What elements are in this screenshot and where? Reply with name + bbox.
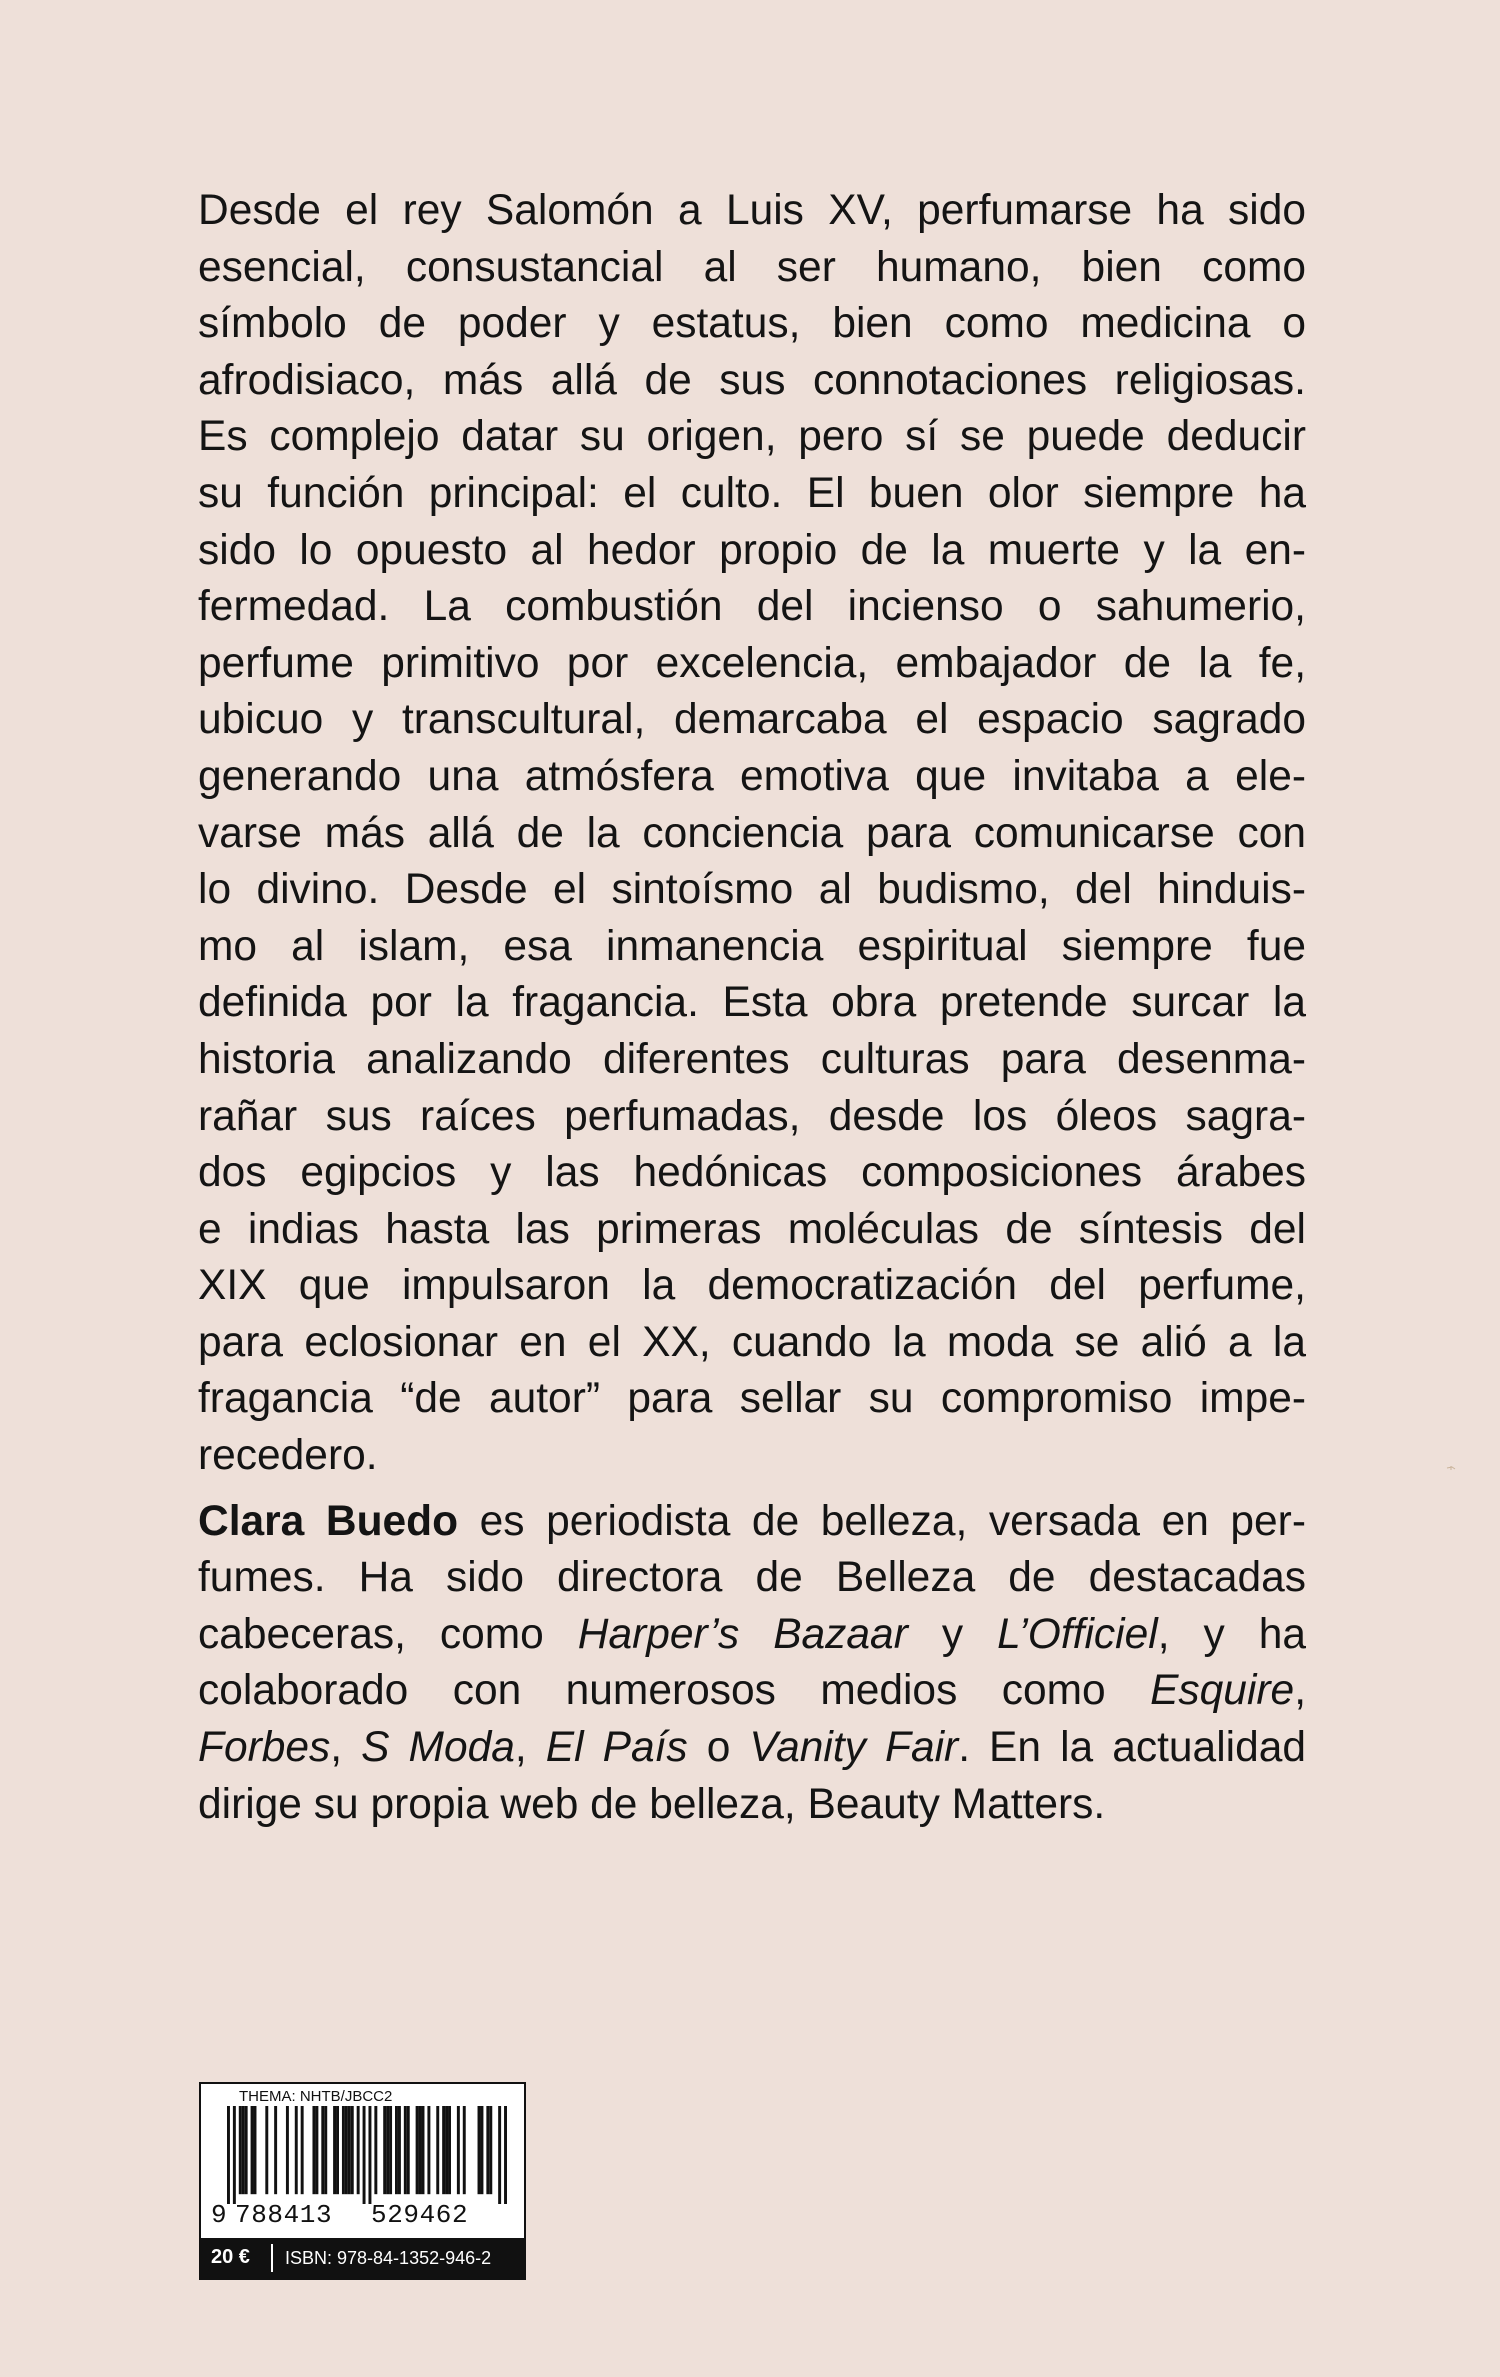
barcode-bar <box>363 2106 366 2204</box>
description-line: rañar sus raíces perfumadas, desde los óleos sagra- <box>198 1092 1306 1140</box>
bio-line <box>198 1663 1306 1720</box>
barcode-bar <box>357 2106 360 2194</box>
description-line: Es complejo datar su origen, pero sí se puede deducir <box>198 413 1306 461</box>
author-bio <box>198 1494 1306 1834</box>
barcode-bar <box>486 2106 489 2194</box>
bio-text: , <box>330 1724 362 1772</box>
description-line: varse más allá de la conciencia para comunicarse con <box>198 809 1306 857</box>
description-line: definida por la fragancia. Esta obra pretende surcar la <box>198 979 1306 1027</box>
magazine-title: S Moda <box>361 1724 515 1772</box>
bio-line: fumes. Ha sido directora de Belleza de destacadas <box>198 1554 1306 1602</box>
barcode-bar <box>301 2106 304 2194</box>
barcode-bar <box>404 2106 407 2194</box>
price-isbn-bar <box>201 2238 524 2278</box>
barcode-bar <box>315 2106 318 2194</box>
barcode-bar <box>227 2106 230 2204</box>
barcode-digit-first: 9 <box>211 2200 227 2230</box>
barcode-bar <box>233 2106 236 2204</box>
barcode-bar <box>295 2106 298 2194</box>
description-line: Desde el rey Salomón a Luis XV, perfumarse ha sido <box>198 187 1306 234</box>
barcode-bar <box>368 2106 371 2204</box>
barcode-bar <box>504 2106 507 2204</box>
bio-text: , y ha <box>1157 1610 1306 1658</box>
description-line: afrodisiaco, más allá de sus connotaciones religiosas. <box>198 356 1306 404</box>
bio-text: cabeceras, como <box>198 1610 578 1658</box>
barcode-bar <box>416 2106 419 2194</box>
description-line: ubicuo y transcultural, demarcaba el espacio sagrado <box>198 696 1306 744</box>
description-line: e indias hasta las primeras moléculas de síntesis del <box>198 1205 1306 1253</box>
magazine-title: Forbes <box>198 1724 331 1772</box>
description-line: para eclosionar en el XX, cuando la moda se alió a la <box>198 1318 1306 1366</box>
bio-line <box>198 1720 1306 1777</box>
description-paragraph <box>198 183 1306 1485</box>
barcode-bar <box>436 2106 439 2194</box>
bio-text: y <box>907 1610 998 1658</box>
magazine-title: Vanity Fair <box>749 1724 959 1772</box>
barcode-bar <box>348 2106 351 2194</box>
thema-code: THEMA: NHTB/JBCC2 <box>239 2088 393 2105</box>
barcode-bar <box>251 2106 254 2194</box>
bio-text: , <box>514 1724 546 1772</box>
barcode-bar <box>336 2106 339 2194</box>
barcode-bar <box>321 2106 324 2194</box>
description-line: esencial, consustancial al ser humano, bien como <box>198 243 1306 291</box>
barcode-bar <box>383 2106 386 2194</box>
barcode-bar <box>498 2106 501 2204</box>
price: 20 € <box>211 2246 250 2268</box>
description-line: símbolo de poder y estatus, bien como medicina o <box>198 300 1306 348</box>
barcode-bar <box>333 2106 336 2194</box>
barcode-bar <box>342 2106 345 2194</box>
barcode-bar <box>445 2106 448 2194</box>
back-cover-text <box>198 183 1306 1833</box>
magazine-title: Harper’s Bazaar <box>577 1610 908 1658</box>
barcode-digits <box>207 2200 517 2230</box>
barcode-bar <box>395 2106 398 2194</box>
barcode-bar <box>386 2106 389 2194</box>
barcode-bar <box>345 2106 348 2194</box>
barcode-bar <box>489 2106 492 2194</box>
barcode-bar <box>239 2106 242 2194</box>
bio-text: o <box>687 1724 750 1772</box>
bio-text: es periodista de belleza, versada en per- <box>458 1497 1306 1545</box>
barcode-bar <box>254 2106 257 2194</box>
bio-text: colaborado con numerosos medios como <box>198 1667 1151 1715</box>
description-line: su función principal: el culto. El buen olor siempre ha <box>198 469 1306 517</box>
description-line: fermedad. La combustión del incienso o sahumerio, <box>198 583 1306 631</box>
barcode-digits-left: 788413 <box>235 2200 333 2230</box>
barcode-label <box>199 2082 526 2280</box>
paper-speck <box>1446 1464 1456 1472</box>
description-line: recedero. <box>198 1432 378 1480</box>
barcode-bar <box>265 2106 268 2194</box>
barcode-bars <box>227 2106 507 2204</box>
magazine-title: El País <box>545 1724 688 1772</box>
bio-text: . En la actualidad <box>958 1724 1306 1772</box>
description-line: mo al islam, esa inmanencia espiritual siempre fue <box>198 922 1306 970</box>
barcode-bar <box>478 2106 481 2194</box>
barcode-bar <box>463 2106 466 2194</box>
description-line: sido lo opuesto al hedor propio de la muerte y la en- <box>198 526 1306 574</box>
barcode-bar <box>427 2106 430 2194</box>
magazine-title: Esquire <box>1150 1667 1295 1715</box>
barcode-bar <box>274 2106 277 2194</box>
description-line: lo divino. Desde el sintoísmo al budismo, del hinduis- <box>198 866 1306 914</box>
paragraph-gap <box>198 1485 1306 1494</box>
barcode-bar <box>389 2106 392 2194</box>
barcode-bar <box>312 2106 315 2194</box>
description-line: generando una atmósfera emotiva que invitaba a ele- <box>198 752 1306 800</box>
barcode-bar <box>422 2106 425 2194</box>
barcode-bar <box>242 2106 245 2194</box>
barcode-bar <box>419 2106 422 2194</box>
barcode-bar <box>351 2106 354 2194</box>
isbn-number: ISBN: 978-84-1352-946-2 <box>285 2248 492 2268</box>
barcode-bar <box>374 2106 377 2194</box>
barcode-bar <box>448 2106 451 2194</box>
bio-text: , <box>1294 1667 1306 1715</box>
barcode-bar <box>324 2106 327 2194</box>
description-line: historia analizando diferentes culturas para desenma- <box>198 1035 1306 1083</box>
barcode-bar <box>398 2106 401 2194</box>
barcode-bar <box>245 2106 248 2194</box>
author-name: Clara Buedo <box>198 1497 459 1545</box>
barcode-bar <box>407 2106 410 2194</box>
barcode-bar <box>442 2106 445 2194</box>
bio-line <box>198 1607 1306 1664</box>
price-divider <box>271 2244 273 2272</box>
bio-line <box>198 1494 1306 1551</box>
magazine-title: L’Officiel <box>997 1610 1158 1658</box>
barcode-digits-right: 529462 <box>371 2200 469 2230</box>
description-line: perfume primitivo por excelencia, embajador de la fe, <box>198 639 1306 687</box>
description-line: fragancia “de autor” para sellar su compromiso impe- <box>198 1375 1306 1423</box>
barcode-bar <box>480 2106 483 2194</box>
description-line: dos egipcios y las hedónicas composiciones árabes <box>198 1149 1306 1197</box>
description-line: XIX que impulsaron la democratización del perfume, <box>198 1262 1306 1310</box>
barcode-bar <box>457 2106 460 2194</box>
barcode-bar <box>286 2106 289 2194</box>
bio-line: dirige su propia web de belleza, Beauty Matters. <box>198 1780 1106 1828</box>
